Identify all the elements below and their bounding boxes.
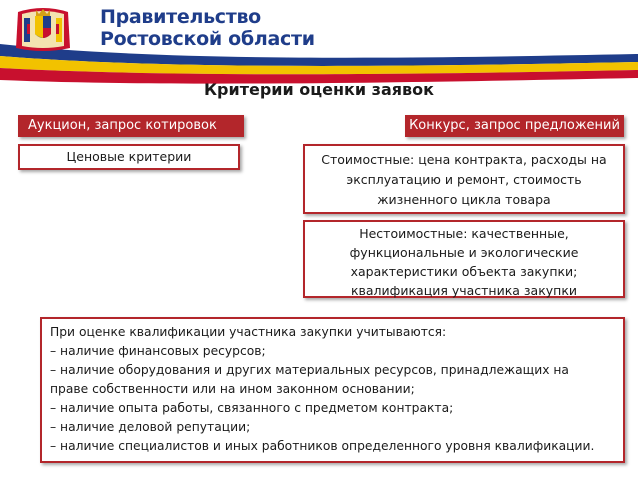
cost-criteria-line: Стоимостные: цена контракта, расходы на	[321, 152, 607, 167]
coat-of-arms-icon	[14, 4, 72, 54]
cost-criteria-line: жизненного цикла товара	[377, 192, 551, 207]
qualification-item: – наличие финансовых ресурсов;	[50, 344, 266, 358]
auction-label: Аукцион, запрос котировок	[18, 115, 244, 137]
noncost-criteria-line: квалификация участника закупки	[350, 283, 577, 298]
qualification-item: – наличие опыта работы, связанного с предметом контракта;	[50, 401, 454, 415]
noncost-criteria-line: характеристики объекта закупки;	[350, 264, 578, 279]
tricolor-stripes	[0, 0, 638, 86]
qualification-box	[40, 317, 625, 463]
contest-label: Конкурс, запрос предложений	[405, 115, 624, 137]
cost-criteria-box	[303, 144, 625, 214]
qualification-item: праве собственности или на ином законном основании;	[50, 382, 415, 396]
cost-criteria-line: эксплуатацию и ремонт, стоимость	[346, 172, 582, 187]
organization-name	[100, 6, 315, 50]
noncost-criteria-line: функциональные и экологические	[349, 245, 579, 260]
organization-name-line1: Правительство	[100, 6, 261, 28]
qualification-intro: При оценке квалификации участника закупки учитываются:	[50, 325, 447, 339]
qualification-item: – наличие деловой репутации;	[50, 420, 251, 434]
page-title: Критерии оценки заявок	[203, 80, 435, 99]
qualification-item: – наличие специалистов и иных работников определенного уровня квалификации.	[50, 439, 595, 453]
noncost-criteria-line: Нестоимостные: качественные,	[359, 226, 569, 241]
qualification-item: – наличие оборудования и других материальных ресурсов, принадлежащих на	[50, 363, 569, 377]
price-criteria-box: Ценовые критерии	[18, 144, 240, 170]
header-banner	[0, 0, 638, 86]
noncost-criteria-box	[303, 220, 625, 298]
organization-name-line2: Ростовской области	[100, 28, 315, 50]
